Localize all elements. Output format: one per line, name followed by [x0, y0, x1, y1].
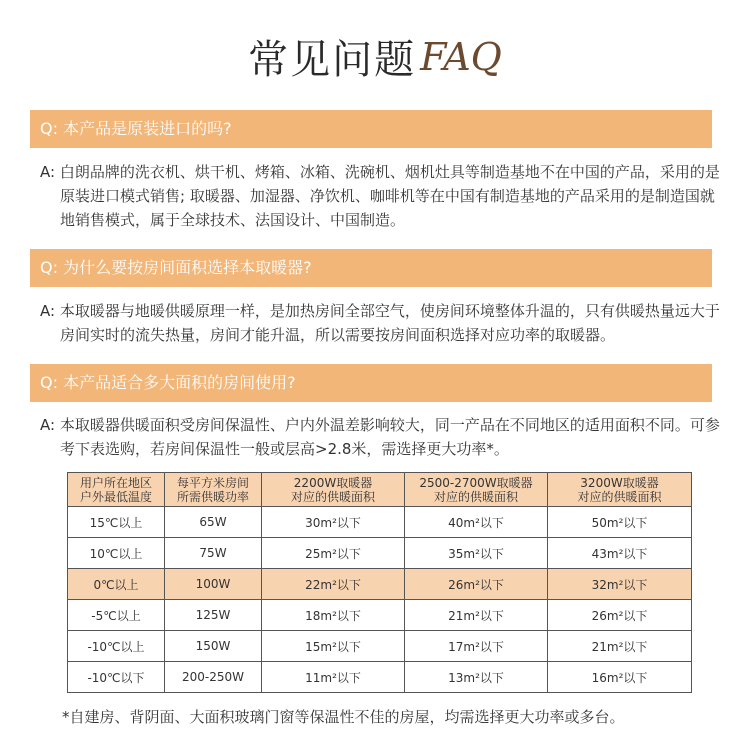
table-row — [68, 600, 692, 631]
question-1-bar: Q: 本产品是原装进口的吗? — [30, 110, 712, 148]
header-3200w: 3200W取暖器 对应的供暖面积 — [548, 473, 692, 507]
table-cell: 0℃以上 — [68, 569, 165, 600]
table-cell: 100W — [165, 569, 262, 600]
table-cell: 21m²以下 — [548, 631, 692, 662]
table-cell: 43m²以下 — [548, 538, 692, 569]
table-cell: 125W — [165, 600, 262, 631]
table-row — [68, 538, 692, 569]
title-faq: FAQ — [420, 34, 502, 79]
table-cell: 50m²以下 — [548, 507, 692, 538]
table-cell: 150W — [165, 631, 262, 662]
table-cell: 200-250W — [165, 662, 262, 693]
table-cell: 35m²以下 — [405, 538, 548, 569]
table-cell: 15℃以上 — [68, 507, 165, 538]
table-row — [68, 507, 692, 538]
table-cell: 65W — [165, 507, 262, 538]
table-cell: 10℃以上 — [68, 538, 165, 569]
header-power-per-sqm: 每平方米房间 所需供暖功率 — [165, 473, 262, 507]
table-cell: 40m²以下 — [405, 507, 548, 538]
table-cell: 13m²以下 — [405, 662, 548, 693]
table-cell: 18m²以下 — [262, 600, 405, 631]
footnote: *自建房、背阴面、大面积玻璃门窗等保温性不佳的房屋，均需选择更大功率或多台。 — [62, 708, 625, 726]
table-cell: 32m²以下 — [548, 569, 692, 600]
title-chinese: 常见问题 — [248, 37, 417, 83]
table-cell: 75W — [165, 538, 262, 569]
table-row — [68, 662, 692, 693]
header-2200w: 2200W取暖器 对应的供暖面积 — [262, 473, 405, 507]
table-cell: 21m²以下 — [405, 600, 548, 631]
table-cell: 22m²以下 — [262, 569, 405, 600]
table-cell: 11m²以下 — [262, 662, 405, 693]
table-cell: 26m²以下 — [548, 600, 692, 631]
table-cell: -10℃以下 — [68, 662, 165, 693]
table-header-row — [68, 473, 692, 507]
table-cell: 15m²以下 — [262, 631, 405, 662]
table-cell: 25m²以下 — [262, 538, 405, 569]
answer-2: A: 本取暖器与地暖供暖原理一样，是加热房间全部空气，使房间环境整体升温的，只有供暖热量远大于房间实时的流失热量，房间才能升温，所以需要按房间面积选择对应功率的取暖器。 — [40, 302, 720, 344]
heating-area-table — [67, 472, 692, 693]
table-cell: 30m²以下 — [262, 507, 405, 538]
table-cell: 26m²以下 — [405, 569, 548, 600]
question-3-bar: Q: 本产品适合多大面积的房间使用? — [30, 364, 712, 402]
page-title — [0, 28, 750, 85]
header-2500-2700w: 2500-2700W取暖器 对应的供暖面积 — [405, 473, 548, 507]
table-row-highlighted — [68, 569, 692, 600]
answer-3: A: 本取暖器供暖面积受房间保温性、户内外温差影响较大，同一产品在不同地区的适用面积不同。可参考下表选购，若房间保温性一般或层高>2.8米，需选择更大功率*。 — [40, 416, 720, 458]
table-cell: 17m²以下 — [405, 631, 548, 662]
table-cell: -10℃以上 — [68, 631, 165, 662]
question-2-bar: Q: 为什么要按房间面积选择本取暖器? — [30, 249, 712, 287]
table-row — [68, 631, 692, 662]
header-region-temp: 用户所在地区 户外最低温度 — [68, 473, 165, 507]
table-cell: -5℃以上 — [68, 600, 165, 631]
table-cell: 16m²以下 — [548, 662, 692, 693]
answer-1: A: 白朗品牌的洗衣机、烘干机、烤箱、冰箱、洗碗机、烟机灶具等制造基地不在中国的产品，采用的是原装进口模式销售; 取暖器、加湿器、净饮机、咖啡机等在中国有制造基地的产品采用的是制造国就地销售模式，属于全球技术、法国设计、中国制造。 — [40, 163, 720, 229]
